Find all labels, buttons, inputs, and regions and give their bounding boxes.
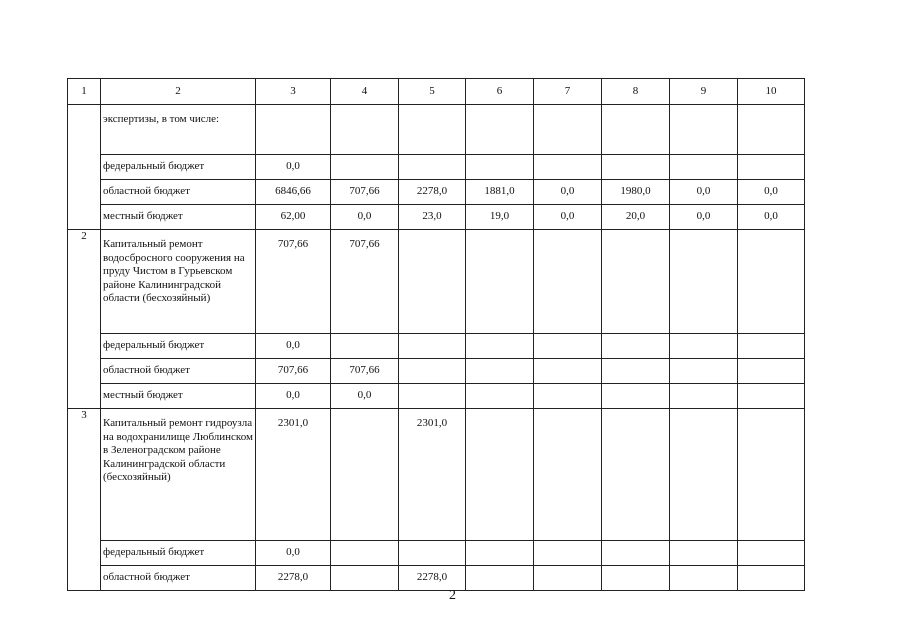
value-cell — [602, 359, 670, 384]
value-cell — [399, 155, 466, 180]
value-cell: 707,66 — [256, 230, 331, 334]
table-row — [68, 359, 805, 384]
value-cell — [738, 541, 805, 566]
value-cell — [602, 541, 670, 566]
row-description: федеральный бюджет — [101, 155, 256, 180]
row-index-cell — [68, 105, 101, 230]
page-number: 2 — [449, 588, 456, 603]
value-cell — [399, 541, 466, 566]
value-cell — [331, 541, 399, 566]
value-cell — [331, 105, 399, 155]
value-cell: 0,0 — [256, 384, 331, 409]
value-cell — [256, 105, 331, 155]
value-cell — [738, 566, 805, 591]
value-cell — [466, 409, 534, 541]
value-cell — [670, 334, 738, 359]
value-cell — [670, 230, 738, 334]
value-cell — [466, 384, 534, 409]
table-row — [68, 384, 805, 409]
value-cell: 0,0 — [256, 541, 331, 566]
value-cell — [534, 155, 602, 180]
row-description: экспертизы, в том числе: — [101, 105, 256, 155]
value-cell — [466, 541, 534, 566]
value-cell — [738, 105, 805, 155]
value-cell: 0,0 — [331, 205, 399, 230]
row-index-cell: 2 — [68, 230, 101, 409]
table-row — [68, 566, 805, 591]
table-row — [68, 541, 805, 566]
row-description: областной бюджет — [101, 359, 256, 384]
value-cell — [399, 359, 466, 384]
value-cell — [331, 155, 399, 180]
value-cell: 0,0 — [256, 334, 331, 359]
value-cell: 1980,0 — [602, 180, 670, 205]
value-cell — [670, 384, 738, 409]
value-cell — [602, 409, 670, 541]
value-cell — [602, 384, 670, 409]
value-cell — [466, 105, 534, 155]
value-cell — [399, 105, 466, 155]
row-description: местный бюджет — [101, 384, 256, 409]
value-cell: 19,0 — [466, 205, 534, 230]
value-cell — [670, 155, 738, 180]
value-cell — [534, 541, 602, 566]
value-cell — [534, 384, 602, 409]
value-cell — [466, 566, 534, 591]
value-cell — [331, 334, 399, 359]
value-cell — [534, 566, 602, 591]
value-cell — [331, 566, 399, 591]
table-row — [68, 409, 805, 541]
value-cell: 2278,0 — [399, 566, 466, 591]
value-cell — [602, 155, 670, 180]
value-cell — [466, 155, 534, 180]
value-cell — [534, 409, 602, 541]
value-cell: 707,66 — [331, 230, 399, 334]
row-description: областной бюджет — [101, 180, 256, 205]
value-cell — [738, 334, 805, 359]
value-cell: 0,0 — [534, 205, 602, 230]
table-row — [68, 180, 805, 205]
header-cell: 4 — [331, 79, 399, 105]
row-description: федеральный бюджет — [101, 541, 256, 566]
value-cell: 0,0 — [670, 180, 738, 205]
value-cell — [602, 230, 670, 334]
header-cell: 3 — [256, 79, 331, 105]
value-cell: 23,0 — [399, 205, 466, 230]
value-cell — [399, 230, 466, 334]
value-cell: 1881,0 — [466, 180, 534, 205]
value-cell — [399, 384, 466, 409]
value-cell — [602, 334, 670, 359]
header-cell: 7 — [534, 79, 602, 105]
value-cell: 707,66 — [256, 359, 331, 384]
value-cell — [534, 334, 602, 359]
header-cell: 9 — [670, 79, 738, 105]
value-cell: 6846,66 — [256, 180, 331, 205]
value-cell — [738, 230, 805, 334]
value-cell: 0,0 — [670, 205, 738, 230]
header-cell: 1 — [68, 79, 101, 105]
value-cell — [331, 409, 399, 541]
row-description: федеральный бюджет — [101, 334, 256, 359]
value-cell — [399, 334, 466, 359]
table-header-row — [68, 79, 805, 105]
table-row — [68, 230, 805, 334]
value-cell — [738, 155, 805, 180]
value-cell — [670, 541, 738, 566]
value-cell: 62,00 — [256, 205, 331, 230]
value-cell: 707,66 — [331, 180, 399, 205]
row-description: Капитальный ремонт водосбросного сооружения на пруду Чистом в Гурьевском районе Калининградской области (бесхозяйный) — [101, 230, 256, 334]
row-description: местный бюджет — [101, 205, 256, 230]
row-description: областной бюджет — [101, 566, 256, 591]
header-cell: 2 — [101, 79, 256, 105]
header-cell: 8 — [602, 79, 670, 105]
value-cell: 20,0 — [602, 205, 670, 230]
value-cell — [670, 105, 738, 155]
value-cell: 0,0 — [331, 384, 399, 409]
value-cell: 707,66 — [331, 359, 399, 384]
row-index-cell: 3 — [68, 409, 101, 591]
value-cell: 0,0 — [738, 180, 805, 205]
header-cell: 5 — [399, 79, 466, 105]
table-row — [68, 155, 805, 180]
budget-table — [67, 78, 805, 591]
value-cell — [466, 334, 534, 359]
value-cell — [534, 230, 602, 334]
value-cell: 2301,0 — [399, 409, 466, 541]
value-cell — [534, 105, 602, 155]
value-cell — [670, 359, 738, 384]
value-cell — [738, 384, 805, 409]
row-description: Капитальный ремонт гидроузла на водохранилище Люблинском в Зеленоградском районе Калининградской области (бесхозяйный) — [101, 409, 256, 541]
value-cell — [670, 566, 738, 591]
value-cell — [738, 359, 805, 384]
value-cell: 0,0 — [256, 155, 331, 180]
table-row — [68, 334, 805, 359]
value-cell — [602, 566, 670, 591]
value-cell — [602, 105, 670, 155]
value-cell: 0,0 — [534, 180, 602, 205]
header-cell: 6 — [466, 79, 534, 105]
value-cell — [466, 230, 534, 334]
value-cell: 0,0 — [738, 205, 805, 230]
value-cell: 2278,0 — [256, 566, 331, 591]
table-row — [68, 105, 805, 155]
value-cell — [670, 409, 738, 541]
header-cell: 10 — [738, 79, 805, 105]
value-cell: 2301,0 — [256, 409, 331, 541]
value-cell — [738, 409, 805, 541]
value-cell — [534, 359, 602, 384]
value-cell: 2278,0 — [399, 180, 466, 205]
value-cell — [466, 359, 534, 384]
table-row — [68, 205, 805, 230]
